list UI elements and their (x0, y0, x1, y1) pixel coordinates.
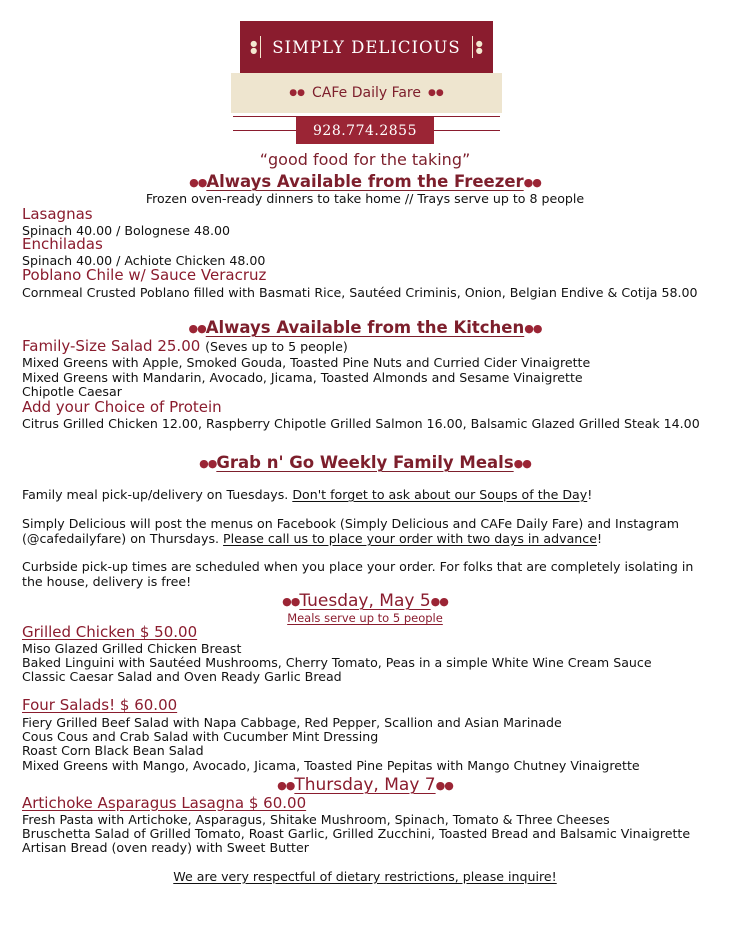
ornament-icon: ● ● (475, 39, 483, 55)
ornament-icon: ●● (289, 88, 305, 98)
ornament-icon: ●● (523, 176, 541, 189)
meal-item: Baked Linguini with Sautéed Mushrooms, Cherry Tomato, Peas in a simple White Wine Cream Sauce (22, 655, 652, 670)
serving-note: (Seves up to 5 people) (205, 339, 348, 354)
ornament-icon: ●● (428, 88, 444, 98)
info-paragraph: Curbside pick-up times are scheduled when you place your order. For folks that are completely isolating in the house, delivery is free! (22, 559, 694, 589)
logo-banner (240, 21, 493, 73)
menu-item-detail: Citrus Grilled Chicken 12.00, Raspberry Chipotle Grilled Salmon 16.00, Balsamic Glazed Grilled Steak 14.00 (22, 416, 700, 431)
meal-heading: Artichoke Asparagus Lasagna $ 60.00 (22, 794, 307, 812)
ornament-icon: ●● (513, 457, 531, 470)
section-heading: ●●Always Available from the Kitchen●● (188, 318, 542, 337)
menu-item-heading: Add your Choice of Protein (22, 398, 222, 416)
section-heading: ●●Always Available from the Freezer●● (189, 172, 541, 191)
meal-item: Cous Cous and Crab Salad with Cucumber Mint Dressing (22, 729, 379, 744)
soups-link[interactable]: Don't forget to ask about our Soups of the Day (292, 487, 588, 502)
cafe-banner (231, 73, 502, 113)
meal-item: Miso Glazed Grilled Chicken Breast (22, 641, 242, 656)
menu-item-heading: Enchiladas (22, 235, 103, 253)
phone-number: 928.774.2855 (296, 117, 434, 144)
info-paragraph: Simply Delicious will post the menus on Facebook (Simply Delicious and CAFe Daily Fare) and Instagram (@cafedailyfare) on Thursdays. Please call us to place your order with two days in advance! (22, 516, 680, 546)
menu-item-heading: Lasagnas (22, 205, 93, 223)
ornament-icon: ●● (435, 779, 453, 792)
menu-item-heading: Family-Size Salad 25.00 (Seves up to 5 people) (22, 337, 348, 355)
ornament-icon: ●● (277, 779, 295, 792)
brand-name: SIMPLY DELICIOUS (272, 37, 461, 57)
meal-heading: Four Salads! $ 60.00 (22, 696, 178, 714)
order-ahead-link[interactable]: Please call us to place your order with two days in advance (223, 531, 597, 546)
meal-item: Classic Caesar Salad and Oven Ready Garlic Bread (22, 669, 342, 684)
meal-item: Roast Corn Black Bean Salad (22, 743, 204, 758)
menu-item-detail: Spinach 40.00 / Bolognese 48.00 (22, 223, 231, 238)
meal-item: Fresh Pasta with Artichoke, Asparagus, Shitake Mushroom, Spinach, Tomato & Three Cheeses (22, 812, 610, 827)
day-heading: ●●Tuesday, May 5●● (282, 591, 448, 611)
section-heading: ●●Grab n' Go Weekly Family Meals●● (199, 453, 531, 472)
footer-note: We are very respectful of dietary restrictions, please inquire! (173, 869, 557, 884)
tagline: “good food for the taking” (259, 150, 471, 169)
menu-item-detail: Mixed Greens with Apple, Smoked Gouda, Toasted Pine Nuts and Curried Cider Vinaigrette (22, 355, 591, 370)
ornament-icon: ●● (189, 176, 207, 189)
ornament-icon: ●● (199, 457, 217, 470)
menu-item-heading: Poblano Chile w/ Sauce Veracruz (22, 266, 267, 284)
cafe-name: CAFe Daily Fare (312, 85, 421, 101)
meal-item: Fiery Grilled Beef Salad with Napa Cabbage, Red Pepper, Scallion and Asian Marinade (22, 715, 562, 730)
info-paragraph: Family meal pick-up/delivery on Tuesdays. Don't forget to ask about our Soups of the Day! (22, 487, 593, 502)
meal-heading: Grilled Chicken $ 50.00 (22, 623, 198, 641)
serving-note: Meals serve up to 5 people (287, 611, 443, 625)
menu-item-detail: Chipotle Caesar (22, 384, 122, 399)
meal-item: Bruschetta Salad of Grilled Tomato, Roast Garlic, Grilled Zucchini, Toasted Bread and Balsamic Vinaigrette (22, 826, 691, 841)
menu-item-detail: Mixed Greens with Mandarin, Avocado, Jicama, Toasted Almonds and Sesame Vinaigrette (22, 370, 583, 385)
menu-item-detail: Spinach 40.00 / Achiote Chicken 48.00 (22, 253, 266, 268)
ornament-icon: ● ● (250, 39, 258, 55)
day-heading: ●●Thursday, May 7●● (277, 775, 453, 795)
meal-item: Mixed Greens with Mango, Avocado, Jicama, Toasted Pine Pepitas with Mango Chutney Vinaigrette (22, 758, 640, 773)
section-intro: Frozen oven-ready dinners to take home // Trays serve up to 8 people (145, 191, 585, 206)
ornament-icon: ●● (188, 322, 206, 335)
ornament-icon: ●● (430, 595, 448, 608)
ornament-icon: ●● (524, 322, 542, 335)
menu-item-detail: Cornmeal Crusted Poblano filled with Basmati Rice, Sautéed Criminis, Onion, Belgian Endive & Cotija 58.00 (22, 285, 698, 300)
meal-item: Artisan Bread (oven ready) with Sweet Butter (22, 840, 309, 855)
ornament-icon: ●● (282, 595, 300, 608)
